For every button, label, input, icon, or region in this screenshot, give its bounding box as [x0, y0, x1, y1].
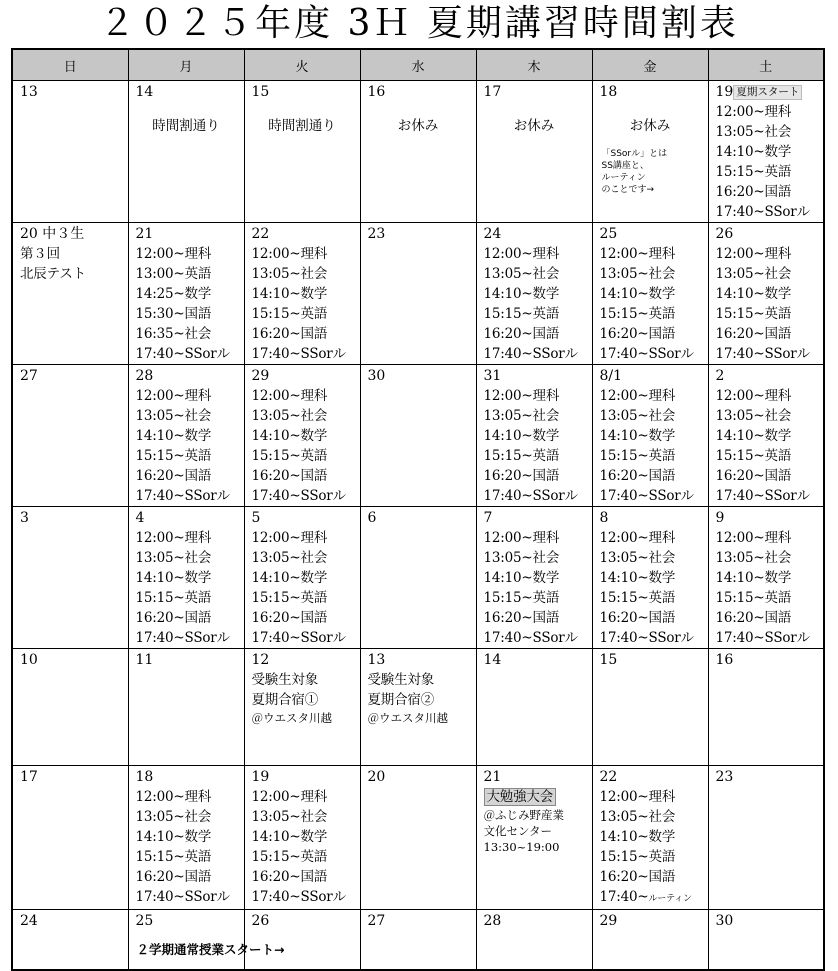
weekday-thu: 木	[476, 49, 592, 81]
schedule-line: 14:10~数学	[135, 829, 212, 845]
schedule-line: 13:05~社会	[483, 550, 560, 566]
day-cell	[476, 223, 592, 365]
day-cell	[12, 649, 128, 766]
day-number: 30	[367, 368, 386, 384]
day-cell	[244, 223, 360, 365]
schedule-line: 12:00~理科	[715, 246, 792, 262]
event-text: 北辰テスト	[20, 266, 86, 282]
weekday-sat: 土	[708, 49, 824, 81]
day-number: 18	[599, 84, 618, 100]
weekday-mon: 月	[128, 49, 244, 81]
schedule-line: 13:05~社会	[251, 266, 328, 282]
schedule-line: 14:10~数学	[483, 428, 560, 444]
schedule-line: 14:10~数学	[135, 428, 212, 444]
schedule-line: 15:15~英語	[251, 448, 328, 464]
day-cell	[244, 507, 360, 649]
day-cell	[360, 910, 476, 970]
schedule-line: 14:10~数学	[715, 570, 792, 586]
schedule-line: 12:00~理科	[251, 789, 328, 805]
day-number: 26	[715, 226, 734, 242]
schedule-line: 14:10~数学	[599, 829, 676, 845]
schedule-line: 15:15~英語	[715, 448, 792, 464]
schedule-line: 15:15~英語	[251, 590, 328, 606]
schedule-line: 15:15~英語	[135, 849, 212, 865]
schedule-line: 17:40~SSorル	[251, 346, 346, 362]
day-cell	[476, 507, 592, 649]
summer-start-tag: 夏期スタート	[733, 85, 802, 100]
day-number: 5	[251, 510, 261, 526]
schedule-line: 15:15~英語	[715, 164, 792, 180]
schedule-line: 14:10~数学	[599, 286, 676, 302]
day-note: 時間割通り	[268, 118, 336, 134]
day-number: 31	[483, 368, 502, 384]
day-cell	[244, 649, 360, 766]
schedule-line: 12:00~理科	[599, 246, 676, 262]
day-cell	[12, 910, 128, 970]
schedule-line: 14:10~数学	[251, 829, 328, 845]
day-cell	[244, 766, 360, 910]
schedule-line: 13:05~社会	[599, 550, 676, 566]
week-row	[12, 910, 824, 970]
event-text: 受験生対象	[251, 672, 318, 688]
schedule-line: 12:00~理科	[135, 530, 212, 546]
day-cell	[592, 649, 708, 766]
day-cell	[12, 223, 128, 365]
day-number: 20	[367, 769, 386, 785]
day-number: 23	[715, 769, 734, 785]
schedule-line: 16:20~国語	[135, 468, 212, 484]
schedule-line: ルーティン	[648, 894, 692, 904]
event-place: ＠ウエスタ川越	[251, 711, 332, 725]
schedule-line: 17:40~SSorル	[251, 889, 346, 905]
day-number: 3	[20, 510, 29, 526]
schedule-line: 17:40~SSorル	[483, 346, 578, 362]
event-text: 夏期合宿②	[367, 692, 434, 708]
day-cell	[128, 507, 244, 649]
day-number: 18	[135, 769, 154, 785]
day-cell	[244, 81, 360, 223]
day-note: お休み	[397, 118, 439, 134]
schedule-line: 15:15~英語	[599, 306, 676, 322]
schedule-line: 14:10~数学	[483, 570, 560, 586]
schedule-line: 12:00~理科	[251, 388, 328, 404]
schedule-line: 17:40~SSorル	[715, 630, 810, 646]
day-number: 19	[251, 769, 270, 785]
schedule-line: 17:40~SSorル	[715, 204, 810, 220]
schedule-line: ルーティン	[601, 173, 646, 183]
schedule-line: 13:00~英語	[135, 266, 212, 282]
schedule-line: 16:20~国語	[135, 610, 212, 626]
day-number: 23	[367, 226, 386, 242]
day-number: 2	[715, 368, 725, 384]
day-cell	[592, 81, 708, 223]
schedule-line: 15:15~英語	[251, 849, 328, 865]
schedule-line: 15:15~英語	[715, 306, 792, 322]
event-text: 夏期合宿①	[251, 692, 318, 708]
schedule-line: 12:00~理科	[483, 530, 560, 546]
day-number: 24	[483, 226, 502, 242]
schedule-line: 14:10~数学	[483, 286, 560, 302]
day-number: 14	[483, 652, 502, 668]
schedule-line: 16:20~国語	[599, 326, 676, 342]
day-number: 7	[483, 510, 493, 526]
schedule-line: 12:00~理科	[135, 246, 212, 262]
schedule-line: 17:40~SSorル	[251, 630, 346, 646]
day-cell	[476, 649, 592, 766]
schedule-line: 12:00~理科	[599, 789, 676, 805]
schedule-line: 16:20~国語	[715, 184, 792, 200]
schedule-line: 17:40~SSorル	[135, 346, 230, 362]
schedule-line: 14:10~数学	[599, 570, 676, 586]
day-number: 25	[135, 913, 154, 929]
week-row	[12, 365, 824, 507]
day-number: 22	[251, 226, 270, 242]
schedule-line: 16:20~国語	[715, 610, 792, 626]
schedule-line: 12:00~理科	[715, 104, 792, 120]
day-number: 13	[20, 84, 38, 100]
second-term-start-note: ２学期通常授業スタート→	[136, 942, 285, 957]
schedule-line: 15:15~英語	[715, 590, 792, 606]
day-cell	[360, 223, 476, 365]
schedule-line: 15:15~英語	[599, 448, 676, 464]
day-cell	[708, 507, 824, 649]
day-number	[716, 82, 824, 102]
day-number: 29	[251, 368, 270, 384]
schedule-line: 13:05~社会	[251, 809, 328, 825]
schedule-line: 16:20~国語	[483, 468, 560, 484]
day-cell	[592, 766, 708, 910]
day-cell	[476, 365, 592, 507]
day-cell	[708, 910, 824, 970]
day-cell	[708, 223, 824, 365]
day-cell	[12, 507, 128, 649]
day-number: 17	[483, 84, 502, 100]
day-cell	[244, 365, 360, 507]
day-cell	[360, 766, 476, 910]
day-cell	[708, 81, 824, 223]
day-cell	[128, 81, 244, 223]
week-row	[12, 507, 824, 649]
schedule-line: 13:05~社会	[483, 408, 560, 424]
ssor-explanation	[602, 148, 708, 196]
day-cell	[592, 507, 708, 649]
day-number: 16	[367, 84, 386, 100]
day-number: 17	[20, 769, 38, 785]
schedule-line: 17:40~SSorル	[135, 488, 230, 504]
schedule-line: 16:20~国語	[599, 468, 676, 484]
schedule-line: 16:35~社会	[135, 326, 212, 342]
day-number: 27	[367, 913, 386, 929]
day-number: 8/1	[599, 368, 623, 384]
page-title: ２０２５年度 3Ｈ 夏期講習時間割表	[99, 3, 739, 44]
event-place: ＠ウエスタ川越	[367, 711, 448, 725]
schedule-line: 12:00~理科	[135, 388, 212, 404]
schedule-line: 14:10~数学	[251, 286, 328, 302]
day-number: 14	[135, 84, 154, 100]
day-cell	[592, 365, 708, 507]
schedule-line: のことです→	[601, 185, 655, 195]
schedule-line: 17:40~SSorル	[599, 630, 694, 646]
schedule-line: 17:40~SSorル	[251, 488, 346, 504]
day-cell	[360, 365, 476, 507]
day-cell	[708, 365, 824, 507]
schedule-line: 12:00~理科	[599, 530, 676, 546]
schedule-line: 12:00~理科	[483, 246, 560, 262]
schedule-line: 14:10~数学	[715, 286, 792, 302]
schedule-line: 15:15~英語	[599, 590, 676, 606]
event-place: 文化センター	[483, 824, 553, 838]
schedule-line: 14:10~数学	[715, 428, 792, 444]
schedule-line: 15:30~国語	[135, 306, 212, 322]
schedule-line: 16:20~国語	[599, 610, 676, 626]
day-number: 12	[251, 652, 270, 668]
study-event-highlight: 大勉強大会	[484, 788, 557, 806]
schedule-line: 19	[715, 84, 734, 100]
day-number: 25	[599, 226, 618, 242]
schedule-line: 17:40~SSorル	[135, 889, 230, 905]
schedule-line: 15:15~英語	[483, 448, 560, 464]
weekday-wed: 水	[360, 49, 476, 81]
day-cell	[476, 81, 592, 223]
week-row	[12, 81, 824, 223]
schedule-line: 13:05~社会	[715, 266, 792, 282]
schedule-line: 15:15~英語	[599, 849, 676, 865]
schedule-line: 17:40~SSorル	[483, 630, 578, 646]
day-cell	[128, 766, 244, 910]
day-number: 16	[715, 652, 734, 668]
schedule-line: 16:20~国語	[135, 869, 212, 885]
schedule-line: 13:05~社会	[483, 266, 560, 282]
schedule-line: 14:10~数学	[251, 570, 328, 586]
day-number: 9	[715, 510, 725, 526]
schedule-line: 15:15~英語	[483, 306, 560, 322]
schedule-line: 13:05~社会	[251, 408, 328, 424]
schedule-line: 14:10~数学	[715, 144, 792, 160]
day-number: 24	[20, 913, 38, 929]
weekday-fri: 金	[592, 49, 708, 81]
day-cell	[360, 507, 476, 649]
day-cell	[592, 223, 708, 365]
schedule-line: 16:20~国語	[483, 610, 560, 626]
day-cell	[12, 365, 128, 507]
schedule-line: 14:25~数学	[135, 286, 212, 302]
event-place: ＠ふじみ野産業	[483, 808, 564, 822]
schedule-line: 13:05~社会	[135, 809, 212, 825]
day-number: 27	[20, 368, 38, 384]
schedule-line: 15:15~英語	[483, 590, 560, 606]
schedule-line: 13:05~社会	[251, 550, 328, 566]
schedule-line: 15:15~英語	[135, 590, 212, 606]
day-number: 15	[251, 84, 270, 100]
schedule-line: 17:40~SSorル	[135, 630, 230, 646]
day-number: 30	[715, 913, 734, 929]
day-number: 8	[599, 510, 609, 526]
day-number: 20 中３生	[20, 226, 85, 242]
schedule-line: 12:00~理科	[135, 789, 212, 805]
day-cell	[360, 81, 476, 223]
schedule-line: 13:05~社会	[135, 408, 212, 424]
schedule-line: 12:00~理科	[715, 388, 792, 404]
event-text: 受験生対象	[367, 672, 434, 688]
day-cell	[708, 766, 824, 910]
schedule-line: 17:40~SSorル	[715, 488, 810, 504]
day-number: 26	[251, 913, 270, 929]
schedule-line: 16:20~国語	[251, 869, 328, 885]
schedule-line: 12:00~理科	[251, 246, 328, 262]
day-number: 21	[135, 226, 154, 242]
schedule-line: 14:10~数学	[135, 570, 212, 586]
schedule-line: 16:20~国語	[251, 610, 328, 626]
schedule-line: 17:40~	[599, 889, 649, 905]
schedule-line: 17:40~SSorル	[483, 488, 578, 504]
day-cell	[128, 365, 244, 507]
schedule-line: 14:10~数学	[599, 428, 676, 444]
day-cell	[12, 766, 128, 910]
day-cell	[128, 223, 244, 365]
schedule-line: 12:00~理科	[715, 530, 792, 546]
day-cell	[360, 649, 476, 766]
day-number: 21	[483, 769, 502, 785]
calendar-table	[11, 48, 825, 971]
day-note: 時間割通り	[152, 118, 220, 134]
day-number: 13	[367, 652, 386, 668]
schedule-line: 16:20~国語	[483, 326, 560, 342]
day-number: 10	[20, 652, 38, 668]
schedule-line: 13:05~社会	[599, 809, 676, 825]
day-number: 15	[599, 652, 618, 668]
schedule-line: 17:40~SSorル	[715, 346, 810, 362]
weekday-header-row	[12, 49, 824, 81]
weekday-tue: 火	[244, 49, 360, 81]
schedule-line: SS講座と、	[601, 161, 649, 171]
event-time: 13:30~19:00	[483, 840, 560, 854]
schedule-line: 14:10~数学	[251, 428, 328, 444]
weekday-sun: 日	[12, 49, 128, 81]
schedule-line: 16:20~国語	[715, 468, 792, 484]
week-row	[12, 223, 824, 365]
day-cell	[476, 766, 592, 910]
day-number: 28	[135, 368, 154, 384]
event-text: 第３回	[20, 246, 60, 262]
schedule-line: 17:40~SSorル	[599, 488, 694, 504]
schedule-line: 12:00~理科	[483, 388, 560, 404]
schedule-line: 12:00~理科	[251, 530, 328, 546]
day-cell	[708, 649, 824, 766]
day-cell	[12, 81, 128, 223]
day-cell	[476, 910, 592, 970]
day-number: 22	[599, 769, 618, 785]
schedule-line: 13:05~社会	[599, 408, 676, 424]
day-note: お休み	[629, 118, 671, 134]
schedule-line: 13:05~社会	[135, 550, 212, 566]
schedule-line: 13:05~社会	[715, 124, 792, 140]
week-row	[12, 649, 824, 766]
schedule-line: 13:05~社会	[715, 550, 792, 566]
schedule-line: 16:20~国語	[599, 869, 676, 885]
day-number: 28	[483, 913, 502, 929]
schedule-line: 13:05~社会	[599, 266, 676, 282]
day-number: 4	[135, 510, 145, 526]
day-cell	[128, 649, 244, 766]
schedule-line: 「SSorル」とは	[601, 149, 668, 159]
day-number: 11	[135, 652, 154, 668]
day-note: お休み	[513, 118, 555, 134]
schedule-line: 16:20~国語	[251, 468, 328, 484]
schedule-line: 16:20~国語	[715, 326, 792, 342]
day-number: 6	[367, 510, 377, 526]
schedule-line: 12:00~理科	[599, 388, 676, 404]
schedule-line: 15:15~英語	[251, 306, 328, 322]
schedule-line: 13:05~社会	[715, 408, 792, 424]
day-number: 29	[599, 913, 618, 929]
schedule-line: 15:15~英語	[135, 448, 212, 464]
week-row	[12, 766, 824, 910]
schedule-line: 16:20~国語	[251, 326, 328, 342]
day-cell	[592, 910, 708, 970]
schedule-line: 17:40~SSorル	[599, 346, 694, 362]
